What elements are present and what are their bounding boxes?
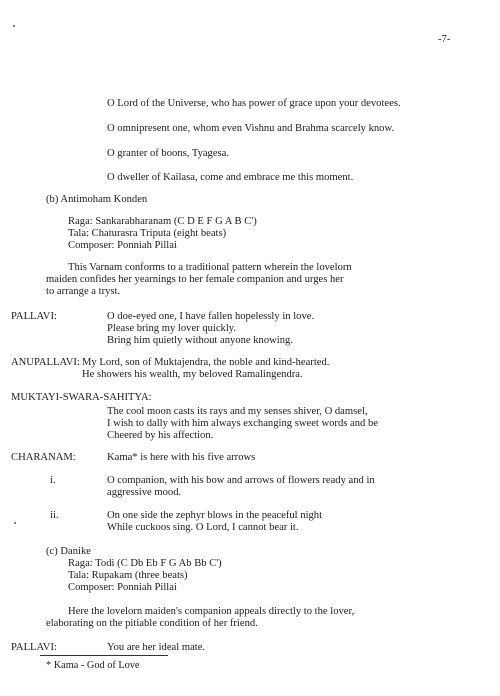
charanam-item-line: aggressive mood. [107,487,182,498]
anupallavi-line: My Lord, son of Muktajendra, the noble and kind-hearted. [82,357,330,368]
devotion-line: O omnipresent one, whom even Vishnu and Brahma scarcely know. [107,123,395,134]
charanam-label: CHARANAM: [11,452,76,463]
section-b-composer: Composer: Ponniah Pillai [68,240,177,251]
charanam-item-line: On one side the zephyr blows in the peaceful night [107,510,323,521]
muktayi-line: Cheered by his affection. [107,430,214,441]
charanam-item-line: While cuckoos sing. O Lord, I cannot bear it. [107,522,299,533]
page-number: -7- [438,34,451,45]
devotion-line: O granter of boons, Tyagesa. [107,148,230,159]
muktayi-label: MUKTAYI-SWARA-SAHITYA: [11,392,152,403]
muktayi-line: The cool moon casts its rays and my senses shiver, O damsel, [107,406,368,417]
section-b-tala: Tala: Chaturasra Triputa (eight beats) [68,228,227,239]
section-b-description-line: to arrange a tryst. [46,286,121,297]
charanam-first-line: Kama* is here with his five arrows [107,452,256,463]
footnote-rule [40,655,168,656]
devotion-line: O Lord of the Universe, who has power of grace upon your devotees. [107,98,401,109]
section-b-description-line: This Varnam conforms to a traditional pattern wherein the lovelorn [68,262,352,273]
section-c-composer: Composer: Ponniah Pillai [68,582,177,593]
scan-speck [13,25,15,27]
pallavi-2-text: You are her ideal mate. [107,642,206,653]
section-b-heading: (b) Antimoham Konden [46,194,148,205]
scan-speck [14,522,16,524]
section-c-description-line: elaborating on the pitiable condition of her friend. [46,618,258,629]
charanam-item-number: i. [50,475,56,486]
pallavi-2-label: PALLAVI: [11,642,57,653]
muktayi-line: I wish to dally with him always exchanging sweet words and be [107,418,378,429]
section-c-heading: (c) Danike [46,546,91,557]
section-b-raga: Raga: Sankarabharanam (C D E F G A B C') [68,216,257,227]
charanam-item-line: O companion, with his bow and arrows of flowers ready and in [107,475,375,486]
charanam-item-number: ii. [50,510,59,521]
section-b-description-line: maiden confides her yearnings to her female companion and urges her [46,274,344,285]
anupallavi-line: He showers his wealth, my beloved Ramalingendra. [82,369,303,380]
pallavi-line: O doe-eyed one, I have fallen hopelessly in love. [107,311,315,322]
section-c-description-line: Here the lovelorn maiden's companion appeals directly to the lover, [68,606,355,617]
footnote: * Kama - God of Love [46,660,140,671]
anupallavi-label: ANUPALLAVI: [11,357,80,368]
devotion-line: O dweller of Kailasa, come and embrace me this moment. [107,172,354,183]
pallavi-line: Bring him quietly without anyone knowing. [107,335,293,346]
section-c-raga: Raga: Todi (C Db Eb F G Ab Bb C') [68,558,222,569]
pallavi-label: PALLAVI: [11,311,57,322]
pallavi-line: Please bring my lover quickly. [107,323,237,334]
section-c-tala: Tala: Rupakam (three beats) [68,570,188,581]
